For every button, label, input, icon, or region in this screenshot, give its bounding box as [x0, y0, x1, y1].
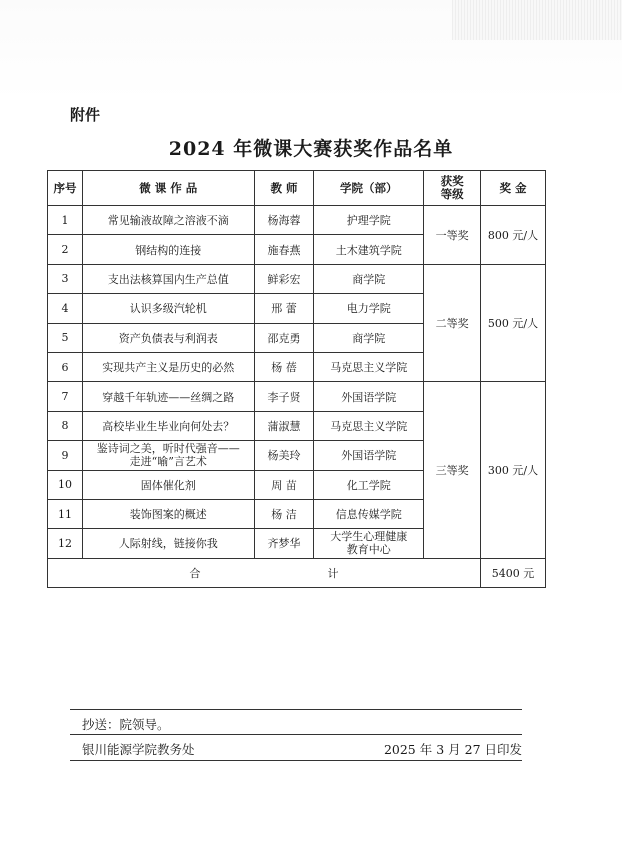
table-row [48, 382, 546, 411]
cell-teacher: 杨海蓉 [254, 206, 314, 235]
header-prize: 奖 金 [481, 171, 546, 206]
cell-seq: 9 [48, 441, 83, 470]
cell-work: 穿越千年轨迹——丝绸之路 [82, 382, 254, 411]
cell-award-second: 二等奖 [424, 264, 481, 382]
cc-line: 抄送：院领导。 [82, 717, 170, 732]
cell-teacher: 李子贤 [254, 382, 314, 411]
cell-work: 高校毕业生毕业向何处去？ [82, 411, 254, 440]
cell-college: 商学院 [314, 264, 424, 293]
cell-work: 实现共产主义是历史的必然 [82, 352, 254, 381]
cell-work-line1: 鉴诗词之美，听时代强音—— [96, 442, 240, 456]
cell-work: 支出法核算国内生产总值 [82, 264, 254, 293]
issuer: 银川能源学院教务处 [82, 742, 195, 757]
cell-teacher: 杨 蓓 [254, 352, 314, 381]
cell-award-third: 三等奖 [424, 382, 481, 558]
awards-table [47, 170, 546, 588]
cell-work: 人际射线，链接你我 [82, 529, 254, 558]
cell-seq: 10 [48, 470, 83, 499]
cell-teacher: 周 苗 [254, 470, 314, 499]
cell-college [314, 529, 424, 558]
cell-college: 化工学院 [314, 470, 424, 499]
cell-college: 护理学院 [314, 206, 424, 235]
total-label-a: 合 [189, 566, 201, 580]
cell-work: 常见输液故障之溶液不滴 [82, 206, 254, 235]
cell-prize-second: 500 元/人 [481, 264, 546, 382]
cell-seq: 11 [48, 499, 83, 528]
cell-seq: 12 [48, 529, 83, 558]
cell-teacher: 施春燕 [254, 235, 314, 264]
footer-middle-rule [70, 734, 522, 735]
table-row [48, 206, 546, 235]
header-award-level [424, 171, 481, 206]
cell-work [82, 441, 254, 470]
cell-award-first: 一等奖 [424, 206, 481, 265]
cell-teacher: 杨美玲 [254, 441, 314, 470]
cell-college: 电力学院 [314, 294, 424, 323]
cell-college: 马克思主义学院 [314, 352, 424, 381]
cell-teacher: 齐梦华 [254, 529, 314, 558]
total-row [48, 558, 546, 587]
cell-seq: 7 [48, 382, 83, 411]
header-teacher: 教 师 [254, 171, 314, 206]
cell-prize-first: 800 元/人 [481, 206, 546, 265]
cell-college: 外国语学院 [314, 441, 424, 470]
cell-college: 商学院 [314, 323, 424, 352]
cell-work: 固体催化剂 [82, 470, 254, 499]
header-award-line2: 等级 [440, 187, 464, 201]
cell-teacher: 蒲淑慧 [254, 411, 314, 440]
cell-college: 土木建筑学院 [314, 235, 424, 264]
cell-work: 钢结构的连接 [82, 235, 254, 264]
table-row [48, 264, 546, 293]
document-title: 2024 年微课大赛获奖作品名单 [168, 138, 454, 160]
footer-top-rule [70, 709, 522, 710]
cell-seq: 8 [48, 411, 83, 440]
header-seq: 序号 [48, 171, 83, 206]
cell-college-line2: 教育中心 [346, 543, 391, 557]
cell-prize-third: 300 元/人 [481, 382, 546, 558]
cell-teacher: 邢 蕾 [254, 294, 314, 323]
cell-college-line1: 大学生心理健康 [330, 530, 408, 544]
cell-college: 信息传媒学院 [314, 499, 424, 528]
issue-date: 2025 年 3 月 27 日印发 [383, 742, 522, 757]
cell-work: 资产负债表与利润表 [82, 323, 254, 352]
footer-bottom-rule [70, 760, 522, 761]
header-college: 学院（部） [314, 171, 424, 206]
attachment-label: 附件 [70, 106, 101, 124]
cell-seq: 5 [48, 323, 83, 352]
header-work: 微 课 作 品 [82, 171, 254, 206]
total-label-cell [48, 558, 481, 587]
total-label-b: 计 [327, 566, 339, 580]
cell-seq: 1 [48, 206, 83, 235]
cell-college: 马克思主义学院 [314, 411, 424, 440]
cell-work-line2: 走进“喻”言艺术 [129, 455, 207, 469]
cell-teacher: 邵克勇 [254, 323, 314, 352]
cell-seq: 2 [48, 235, 83, 264]
cell-teacher: 鲜彩宏 [254, 264, 314, 293]
cell-seq: 4 [48, 294, 83, 323]
total-amount: 5400 元 [481, 558, 546, 587]
table-header-row [48, 171, 546, 206]
cell-college: 外国语学院 [314, 382, 424, 411]
header-award-line1: 获奖 [440, 174, 464, 188]
cell-work: 装饰图案的概述 [82, 499, 254, 528]
scan-artifact [452, 0, 622, 40]
cell-work: 认识多级汽轮机 [82, 294, 254, 323]
cell-seq: 3 [48, 264, 83, 293]
cell-teacher: 杨 洁 [254, 499, 314, 528]
cell-seq: 6 [48, 352, 83, 381]
